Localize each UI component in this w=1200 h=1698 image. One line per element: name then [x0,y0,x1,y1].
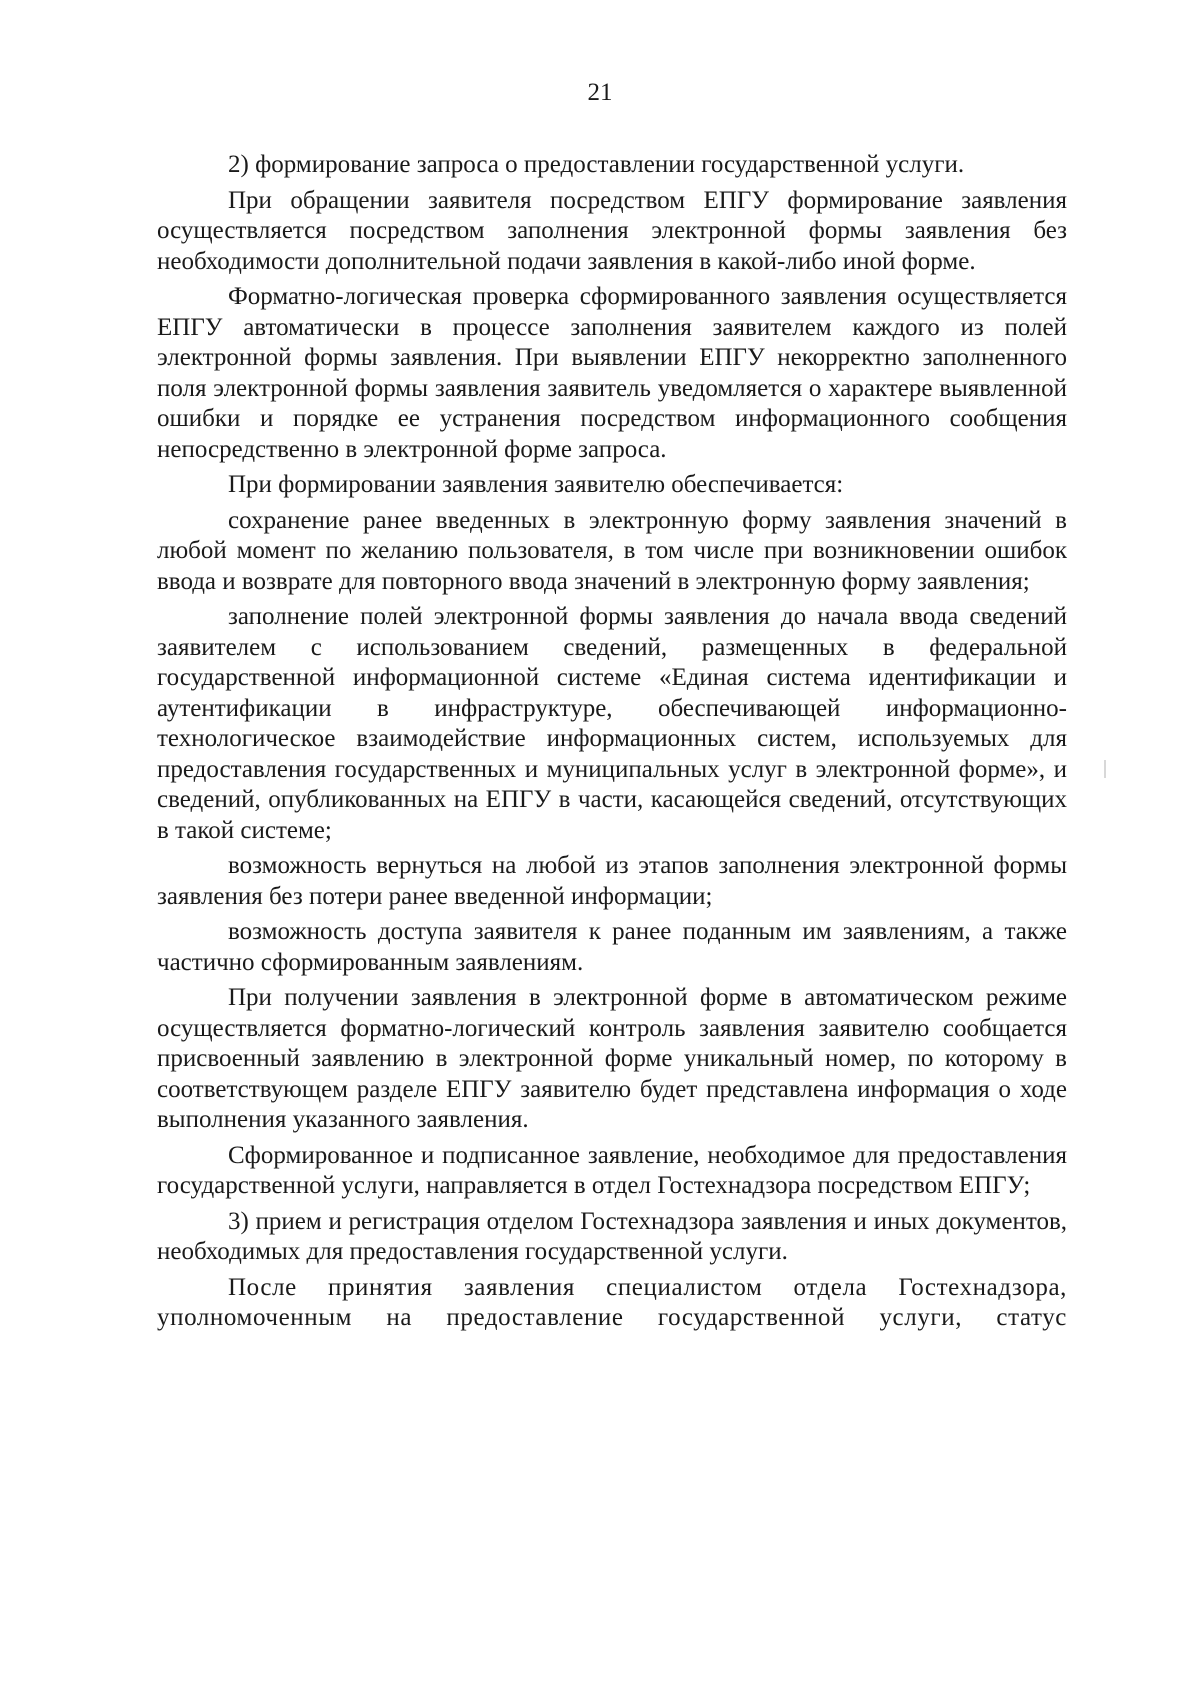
scan-artifact [1104,760,1106,778]
paragraph-signed-application: Сформированное и подписанное заявление, необходимое для предоставления государственной услуги, направляется в отдел Гостехнадзора посредством ЕПГУ; [157,1141,1067,1199]
paragraph-electronic-receipt: При получении заявления в электронной форме в автоматическом режиме осуществляется форматно-логический контроль заявления заявителю сообщается присвоенный заявлению в электронной форме уникальный номер, по которому в соответствующем разделе ЕПГУ заявителю будет представлена информация о ходе выполнения указанного заявления. [157,984,1067,1133]
paragraph-access-applications: возможность доступа заявителя к ранее поданным им заявлениям, а также частично сформированным заявлениям. [157,918,1067,976]
paragraph-after-acceptance: После принятия заявления специалистом отдела Гостехнадзора, уполномоченным на предоставление государственной услуги, статус [157,1273,1067,1331]
paragraph-return-to-step: возможность вернуться на любой из этапов заполнения электронной формы заявления без потери ранее введенной информации; [157,852,1067,910]
paragraph-item-3: 3) прием и регистрация отделом Гостехнадзора заявления и иных документов, необходимых для предоставления государственной услуги. [157,1207,1067,1265]
paragraph-epgu-application: При обращении заявителя посредством ЕПГУ формирование заявления осуществляется посредством заполнения электронной формы заявления без необходимости дополнительной подачи заявления в какой-либо иной форме. [157,186,1067,275]
page-number: 21 [587,79,613,106]
paragraph-provided-features: При формировании заявления заявителю обеспечивается: [228,471,844,498]
paragraph-item-2: 2) формирование запроса о предоставлении государственной услуги. [228,151,965,178]
paragraph-format-check: Форматно-логическая проверка сформированного заявления осуществляется ЕПГУ автоматически в процессе заполнения заявителем каждого из полей электронной формы заявления. При выявлении ЕПГУ некорректно заполненного поля электронной формы заявления заявитель уведомляется о характере выявленной ошибки и порядке ее устранения посредством информационного сообщения непосредственно в электронной форме запроса. [157,283,1067,463]
document-body [157,150,1067,1334]
paragraph-saving-values: сохранение ранее введенных в электронную форму заявления значений в любой момент по желанию пользователя, в том числе при возникновении ошибок ввода и возврате для повторного ввода значений в электронную форму заявления; [157,506,1067,595]
paragraph-autofill: заполнение полей электронной формы заявления до начала ввода сведений заявителем с использованием сведений, размещенных в федеральной государственной информационной системе «Единая система идентификации и аутентификации в инфраструктуре, обеспечивающей информационно-технологическое взаимодействие информационных систем, используемых для предоставления государственных и муниципальных услуг в электронной форме», и сведений, опубликованных на ЕПГУ в части, касающейся сведений, отсутствующих в такой системе; [157,603,1067,844]
